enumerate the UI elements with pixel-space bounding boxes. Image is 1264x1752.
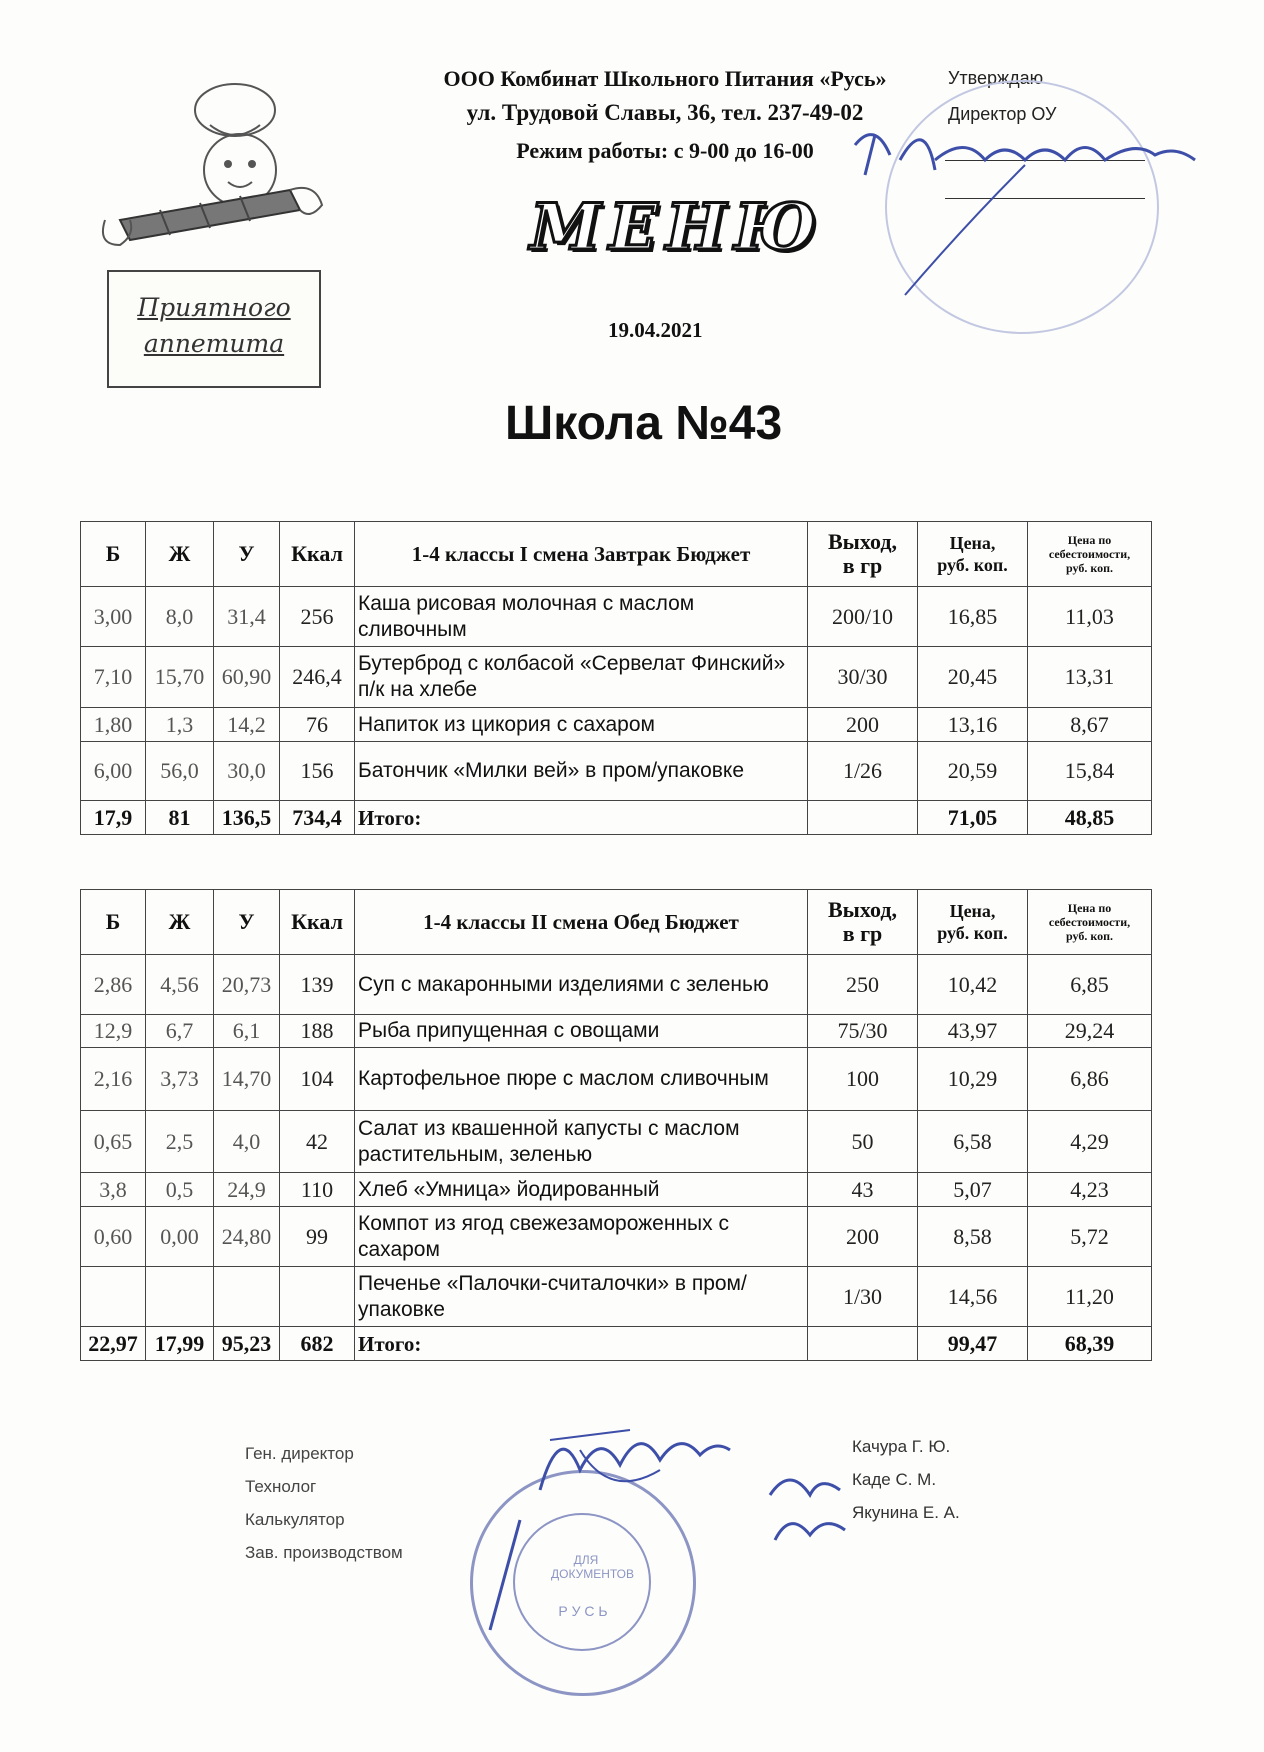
total-label: Итого: <box>355 1327 808 1361</box>
cell-price: 5,07 <box>918 1173 1028 1207</box>
cell-price: 6,58 <box>918 1111 1028 1173</box>
cell-b: 0,60 <box>81 1207 146 1267</box>
cell-zh: 0,00 <box>146 1207 214 1267</box>
cell-yield: 50 <box>808 1111 918 1173</box>
director-signature-icon <box>845 115 1215 305</box>
cell-u: 6,1 <box>214 1015 280 1048</box>
cell-cost: 4,29 <box>1028 1111 1152 1173</box>
cell-u: 4,0 <box>214 1111 280 1173</box>
cell-zh: 0,5 <box>146 1173 214 1207</box>
cell-b: 6,00 <box>81 742 146 801</box>
cell-u: 60,90 <box>214 647 280 708</box>
cell-b: 12,9 <box>81 1015 146 1048</box>
cell-price: 43,97 <box>918 1015 1028 1048</box>
cell-u: 31,4 <box>214 587 280 647</box>
col-b: Б <box>81 890 146 955</box>
chef-illustration <box>100 70 330 270</box>
col-u: У <box>214 890 280 955</box>
total-b: 22,97 <box>81 1327 146 1361</box>
total-b: 17,9 <box>81 801 146 835</box>
cell-kcal <box>280 1267 355 1327</box>
approve-role: Директор ОУ <box>948 104 1057 124</box>
menu-date: 19.04.2021 <box>608 318 703 342</box>
cell-dish: Каша рисовая молочная с маслом сливочным <box>355 587 808 647</box>
cell-dish: Хлеб «Умница» йодированный <box>355 1173 808 1207</box>
cell-dish: Напиток из цикория с сахаром <box>355 708 808 742</box>
cell-cost: 15,84 <box>1028 742 1152 801</box>
cell-dish: Компот из ягод свежезамороженных с сахаром <box>355 1207 808 1267</box>
breakfast-header-row <box>81 522 1152 587</box>
cell-cost: 4,23 <box>1028 1173 1152 1207</box>
col-price: Цена, руб. коп. <box>918 890 1028 955</box>
cell-b: 2,16 <box>81 1048 146 1111</box>
lunch-total-row <box>81 1327 1152 1361</box>
cell-dish: Суп с макаронными изделиями с зеленью <box>355 955 808 1015</box>
school-title: Школа №43 <box>505 397 783 450</box>
cell-price: 16,85 <box>918 587 1028 647</box>
cell-kcal: 246,4 <box>280 647 355 708</box>
col-b: Б <box>81 522 146 587</box>
signatory-names <box>852 1430 960 1529</box>
cell-zh: 4,56 <box>146 955 214 1015</box>
approve-label: Утверждаю <box>948 68 1044 88</box>
bon-appetit-line2: аппетита <box>143 329 285 358</box>
total-u: 136,5 <box>214 801 280 835</box>
cell-cost: 6,86 <box>1028 1048 1152 1111</box>
lunch-table <box>80 889 1152 1361</box>
footer-signature-main <box>520 1410 740 1525</box>
cell-yield: 75/30 <box>808 1015 918 1048</box>
cell-price: 20,45 <box>918 647 1028 708</box>
cell-price: 14,56 <box>918 1267 1028 1327</box>
total-yield <box>808 1327 918 1361</box>
col-kcal: Ккал <box>280 522 355 587</box>
cell-kcal: 110 <box>280 1173 355 1207</box>
org-name: ООО Комбинат Школьного Питания «Русь» <box>443 66 887 91</box>
cell-b: 7,10 <box>81 647 146 708</box>
cell-price: 20,59 <box>918 742 1028 801</box>
col-yield: Выход, в гр <box>808 522 918 587</box>
cell-dish: Бутерброд с колбасой «Сервелат Финский» п/к на хлебе <box>355 647 808 708</box>
cell-u <box>214 1267 280 1327</box>
table-row <box>81 1173 1152 1207</box>
cell-price: 10,29 <box>918 1048 1028 1111</box>
cell-b: 3,00 <box>81 587 146 647</box>
breakfast-title: 1-4 классы I смена Завтрак Бюджет <box>355 522 808 587</box>
table-row <box>81 955 1152 1015</box>
cell-u: 20,73 <box>214 955 280 1015</box>
cell-kcal: 99 <box>280 1207 355 1267</box>
cell-b: 1,80 <box>81 708 146 742</box>
cell-kcal: 139 <box>280 955 355 1015</box>
table-row <box>81 1111 1152 1173</box>
col-yield: Выход, в гр <box>808 890 918 955</box>
cell-kcal: 188 <box>280 1015 355 1048</box>
table-row <box>81 1207 1152 1267</box>
footer-signature-small <box>760 1465 860 1560</box>
cell-zh: 56,0 <box>146 742 214 801</box>
cell-cost: 13,31 <box>1028 647 1152 708</box>
cell-yield: 200/10 <box>808 587 918 647</box>
table-row <box>81 647 1152 708</box>
col-u: У <box>214 522 280 587</box>
breakfast-total-row <box>81 801 1152 835</box>
total-price: 71,05 <box>918 801 1028 835</box>
cell-zh: 2,5 <box>146 1111 214 1173</box>
total-u: 95,23 <box>214 1327 280 1361</box>
cell-b <box>81 1267 146 1327</box>
name-kade: Каде С. М. <box>852 1470 937 1489</box>
cell-zh: 15,70 <box>146 647 214 708</box>
cell-zh: 1,3 <box>146 708 214 742</box>
col-price: Цена, руб. коп. <box>918 522 1028 587</box>
cell-cost: 8,67 <box>1028 708 1152 742</box>
cell-yield: 43 <box>808 1173 918 1207</box>
cell-price: 13,16 <box>918 708 1028 742</box>
role-technologist: Технолог <box>245 1477 317 1496</box>
cell-yield: 200 <box>808 1207 918 1267</box>
name-kachura: Качура Г. Ю. <box>852 1437 951 1456</box>
cell-kcal: 42 <box>280 1111 355 1173</box>
working-hours: Режим работы: с 9-00 до 16-00 <box>516 138 814 163</box>
stamp-letters: Р У С Ь <box>558 1603 608 1619</box>
table-row <box>81 587 1152 647</box>
director-signature <box>845 115 1215 310</box>
cell-u: 24,80 <box>214 1207 280 1267</box>
cell-dish: Картофельное пюре с маслом сливочным <box>355 1048 808 1111</box>
chef-icon <box>100 70 330 270</box>
cell-yield: 100 <box>808 1048 918 1111</box>
cell-dish: Салат из квашенной капусты с маслом растительным, зеленью <box>355 1111 808 1173</box>
total-cost: 68,39 <box>1028 1327 1152 1361</box>
cell-cost: 11,03 <box>1028 587 1152 647</box>
cell-u: 24,9 <box>214 1173 280 1207</box>
role-general-director: Ген. директор <box>245 1444 354 1463</box>
cell-u: 30,0 <box>214 742 280 801</box>
cell-yield: 1/30 <box>808 1267 918 1327</box>
cell-zh: 3,73 <box>146 1048 214 1111</box>
cell-b: 3,8 <box>81 1173 146 1207</box>
total-cost: 48,85 <box>1028 801 1152 835</box>
cell-u: 14,70 <box>214 1048 280 1111</box>
cell-yield: 1/26 <box>808 742 918 801</box>
cell-dish: Рыба припущенная с овощами <box>355 1015 808 1048</box>
col-cost: Цена по себестоимости, руб. коп. <box>1028 890 1152 955</box>
bon-appetit-line1: Приятного <box>137 293 291 322</box>
total-kcal: 682 <box>280 1327 355 1361</box>
org-address: ул. Трудовой Славы, 36, тел. 237-49-02 <box>466 100 864 125</box>
bon-appetit-box <box>107 270 321 388</box>
total-price: 99,47 <box>918 1327 1028 1361</box>
cell-kcal: 104 <box>280 1048 355 1111</box>
cell-zh: 6,7 <box>146 1015 214 1048</box>
cell-price: 10,42 <box>918 955 1028 1015</box>
signature-scribble-icon <box>520 1410 740 1520</box>
total-kcal: 734,4 <box>280 801 355 835</box>
lunch-title: 1-4 классы II смена Обед Бюджет <box>355 890 808 955</box>
total-zh: 17,99 <box>146 1327 214 1361</box>
table-row <box>81 1267 1152 1327</box>
cell-b: 0,65 <box>81 1111 146 1173</box>
col-zh: Ж <box>146 890 214 955</box>
col-cost: Цена по себестоимости, руб. коп. <box>1028 522 1152 587</box>
cell-kcal: 256 <box>280 587 355 647</box>
signature-initials-icon <box>760 1465 860 1555</box>
total-zh: 81 <box>146 801 214 835</box>
cell-cost: 11,20 <box>1028 1267 1152 1327</box>
cell-price: 8,58 <box>918 1207 1028 1267</box>
cell-cost: 5,72 <box>1028 1207 1152 1267</box>
table-row <box>81 1048 1152 1111</box>
cell-zh: 8,0 <box>146 587 214 647</box>
role-calculator: Калькулятор <box>245 1510 345 1529</box>
footer-signature-stroke <box>480 1515 540 1640</box>
signature-stroke-icon <box>480 1515 540 1635</box>
cell-yield: 200 <box>808 708 918 742</box>
cell-cost: 6,85 <box>1028 955 1152 1015</box>
cell-kcal: 156 <box>280 742 355 801</box>
col-zh: Ж <box>146 522 214 587</box>
lunch-header-row <box>81 890 1152 955</box>
cell-cost: 29,24 <box>1028 1015 1152 1048</box>
cell-yield: 30/30 <box>808 647 918 708</box>
table-row <box>81 742 1152 801</box>
total-label: Итого: <box>355 801 808 835</box>
cell-b: 2,86 <box>81 955 146 1015</box>
table-row <box>81 708 1152 742</box>
menu-title: МЕНЮ <box>530 190 825 265</box>
col-kcal: Ккал <box>280 890 355 955</box>
stamp-text: ДЛЯ ДОКУМЕНТОВ <box>551 1553 635 1581</box>
cell-yield: 250 <box>808 955 918 1015</box>
breakfast-table <box>80 521 1152 835</box>
name-yakunina: Якунина Е. А. <box>852 1503 960 1522</box>
cell-zh <box>146 1267 214 1327</box>
role-production-head: Зав. производством <box>245 1543 403 1562</box>
cell-kcal: 76 <box>280 708 355 742</box>
cell-u: 14,2 <box>214 708 280 742</box>
table-row <box>81 1015 1152 1048</box>
signatory-roles <box>245 1437 403 1569</box>
cell-dish: Печенье «Палочки-считалочки» в пром/упаковке <box>355 1267 808 1327</box>
cell-dish: Батончик «Милки вей» в пром/упаковке <box>355 742 808 801</box>
total-yield <box>808 801 918 835</box>
